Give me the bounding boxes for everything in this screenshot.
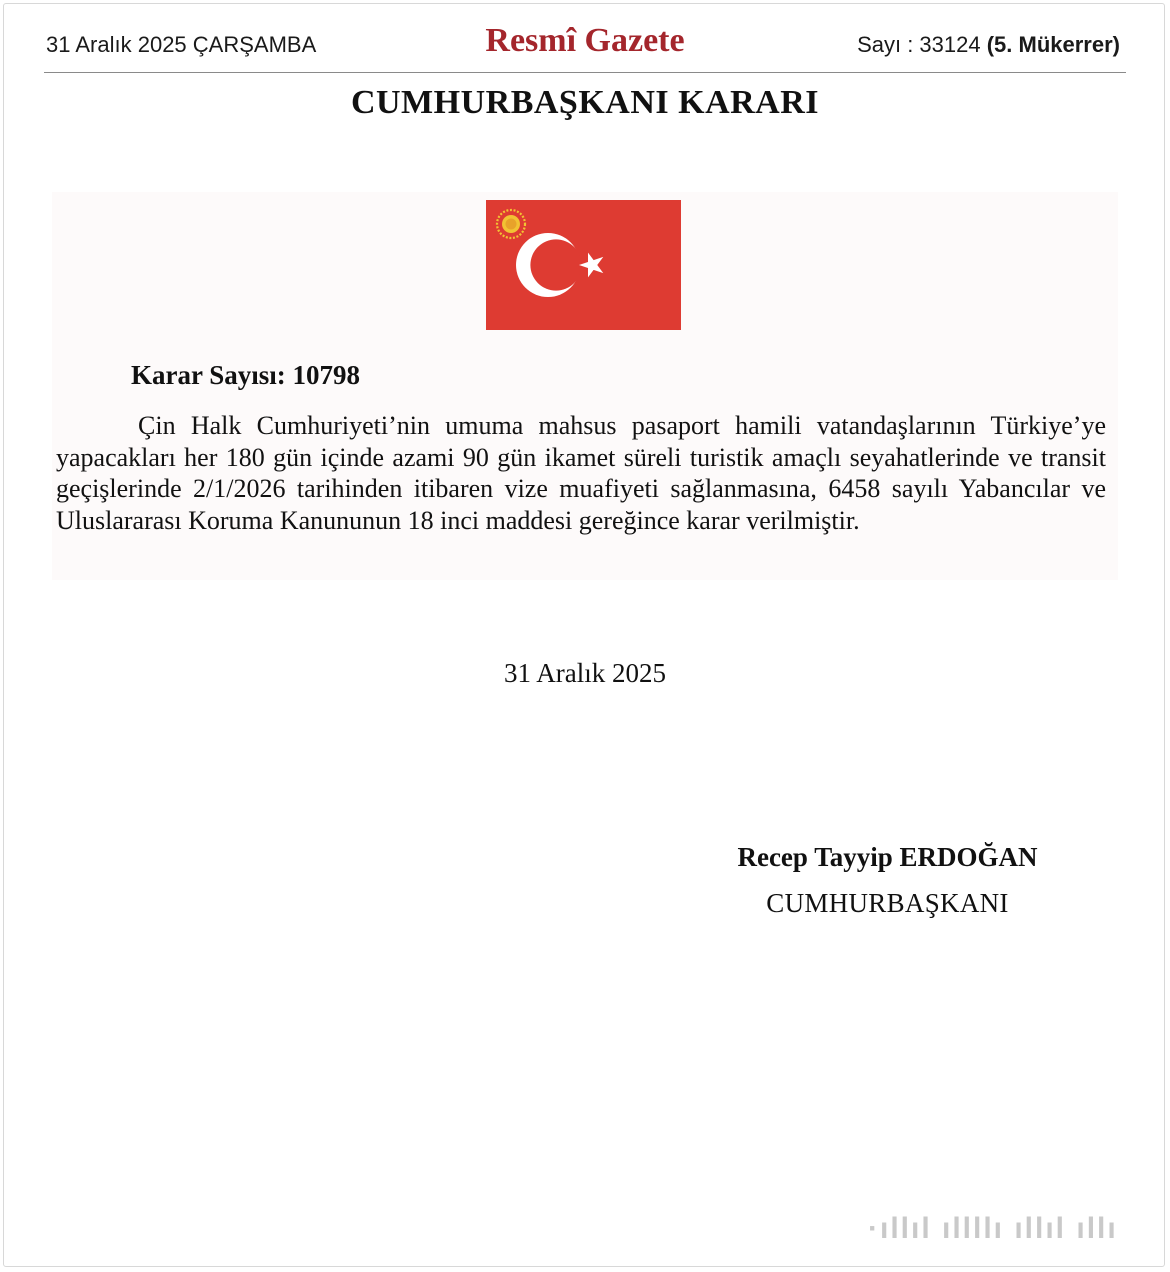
- decision-body-text: Çin Halk Cumhuriyeti’nin umuma mahsus pasaport hamili vatandaşlarının Türkiye’ye yapacakları her 180 gün içinde azami 90 gün ikamet süreli turistik amaçlı seyahatlerinde ve transit geçişlerinde 2/1/2026 tarihinden itibaren vize muafiyeti sağlanmasına, 6458 sayılı Yabancılar ve Uluslararası Koruma Kanununun 18 inci maddesi gereğince karar verilmiştir.: [56, 411, 1106, 535]
- decision-number: Karar Sayısı: 10798: [131, 360, 360, 390]
- gazette-header: [44, 22, 1126, 73]
- signer-title: CUMHURBAŞKANI: [766, 888, 1009, 918]
- issue-number-prefix: Sayı : 33124: [857, 32, 987, 57]
- issue-repeat-label: (5. Mükerrer): [986, 32, 1120, 57]
- source-watermark: ·ıllıl ıllllı ıllıl ıllı: [868, 1212, 1118, 1245]
- header-date: 31 Aralık 2025 ÇARŞAMBA: [46, 32, 317, 57]
- turkish-presidential-flag-icon: [486, 200, 681, 330]
- signer-name: Recep Tayyip ERDOĞAN: [737, 842, 1038, 872]
- gazette-masthead: Resmî Gazete: [485, 22, 685, 59]
- decision-date: 31 Aralık 2025: [504, 658, 666, 688]
- issue-number: [857, 32, 1120, 58]
- document-type-heading: CUMHURBAŞKANI KARARI: [350, 84, 820, 121]
